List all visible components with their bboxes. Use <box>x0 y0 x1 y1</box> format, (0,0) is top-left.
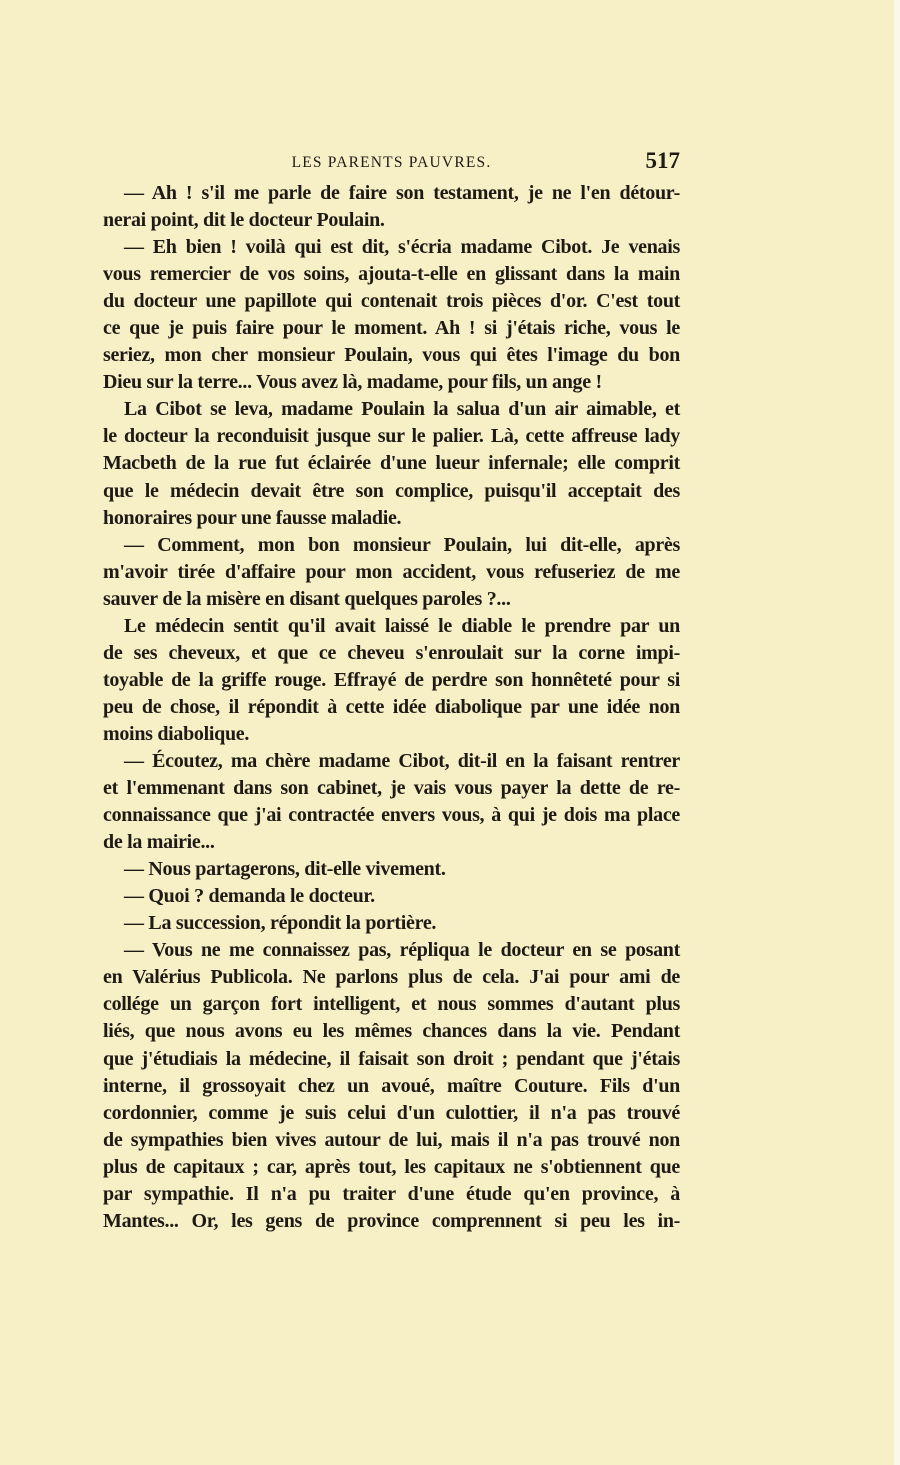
text-line: — Quoi ? demanda le docteur. <box>124 885 375 908</box>
paragraph <box>103 937 680 1235</box>
text-line: La Cibot se leva, madame Poulain la salua d'un air aimable, et <box>124 398 680 421</box>
text-line: — Écoutez, ma chère madame Cibot, dit-il en la faisant rentrer <box>124 749 680 772</box>
page-number: 517 <box>645 148 680 173</box>
text-line: collége un garçon fort intelligent, et nous sommes d'autant plus <box>103 993 680 1016</box>
body-text <box>103 180 680 1235</box>
text-line: nerai point, dit le docteur Poulain. <box>103 209 385 232</box>
text-line: — Vous ne me connaissez pas, répliqua le docteur en se posant <box>124 939 680 962</box>
text-line: et l'emmenant dans son cabinet, je vais vous payer la dette de re- <box>103 777 680 800</box>
text-line: toyable de la griffe rouge. Effrayé de perdre son honnêteté pour si <box>103 668 680 691</box>
paragraph <box>103 748 680 856</box>
text-line: en Valérius Publicola. Ne parlons plus de cela. J'ai pour ami de <box>103 966 680 989</box>
paragraph <box>103 180 680 234</box>
text-line: — Comment, mon bon monsieur Poulain, lui dit-elle, après <box>124 533 680 556</box>
text-line: moins diabolique. <box>103 722 250 745</box>
text-line: peu de chose, il répondit à cette idée diabolique par une idée non <box>103 695 680 718</box>
page-header <box>103 150 680 178</box>
text-line: par sympathie. Il n'a pu traiter d'une étude qu'en province, à <box>103 1182 680 1205</box>
text-line: — Nous partagerons, dit-elle vivement. <box>124 858 446 881</box>
paragraph <box>103 396 680 531</box>
page-edge <box>894 0 900 1465</box>
text-line: honoraires pour une fausse maladie. <box>103 506 402 529</box>
text-line: Dieu sur la terre... Vous avez là, madame, pour fils, un ange ! <box>103 371 602 394</box>
paragraph <box>103 856 680 883</box>
text-line: du docteur une papillote qui contenait trois pièces d'or. C'est tout <box>103 290 680 313</box>
text-line: — Eh bien ! voilà qui est dit, s'écria madame Cibot. Je venais <box>124 236 680 259</box>
text-line: que le médecin devait être son complice, puisqu'il acceptait des <box>103 479 680 502</box>
paragraph <box>103 613 680 748</box>
text-line: sauver de la misère en disant quelques paroles ?... <box>103 587 511 610</box>
text-line: seriez, mon cher monsieur Poulain, vous qui êtes l'image du bon <box>103 344 680 367</box>
text-line: connaissance que j'ai contractée envers vous, à qui je dois ma place <box>103 804 680 827</box>
text-line: de la mairie... <box>103 831 215 854</box>
text-line: Mantes... Or, les gens de province comprennent si peu les in- <box>103 1209 680 1232</box>
text-line: que j'étudiais la médecine, il faisait son droit ; pendant que j'étais <box>103 1047 680 1070</box>
paragraph <box>103 234 680 396</box>
paragraph <box>103 910 680 937</box>
text-line: ce que je puis faire pour le moment. Ah ! si j'étais riche, vous le <box>103 317 680 340</box>
text-line: le docteur la reconduisit jusque sur le palier. Là, cette affreuse lady <box>103 425 680 448</box>
text-line: de sympathies bien vives autour de lui, mais il n'a pas trouvé non <box>103 1128 680 1151</box>
text-line: cordonnier, comme je suis celui d'un culottier, il n'a pas trouvé <box>103 1101 680 1124</box>
text-line: Macbeth de la rue fut éclairée d'une lueur infernale; elle comprit <box>103 452 680 475</box>
text-line: liés, que nous avons eu les mêmes chances dans la vie. Pendant <box>103 1020 680 1043</box>
paragraph <box>103 532 680 613</box>
text-line: vous remercier de vos soins, ajouta-t-elle en glissant dans la main <box>103 263 680 286</box>
text-line: m'avoir tirée d'affaire pour mon accident, vous refuseriez de me <box>103 560 680 583</box>
text-line: — La succession, répondit la portière. <box>124 912 437 935</box>
text-line: de ses cheveux, et que ce cheveu s'enroulait sur la corne impi- <box>103 641 680 664</box>
running-title: LES PARENTS PAUVRES. <box>291 154 492 171</box>
text-line: plus de capitaux ; car, après tout, les capitaux ne s'obtiennent que <box>103 1155 680 1178</box>
text-line: Le médecin sentit qu'il avait laissé le diable le prendre par un <box>124 614 680 637</box>
paragraph <box>103 883 680 910</box>
text-line: — Ah ! s'il me parle de faire son testament, je ne l'en détour- <box>124 182 680 204</box>
text-line: interne, il grossoyait chez un avoué, maître Couture. Fils d'un <box>103 1074 680 1097</box>
